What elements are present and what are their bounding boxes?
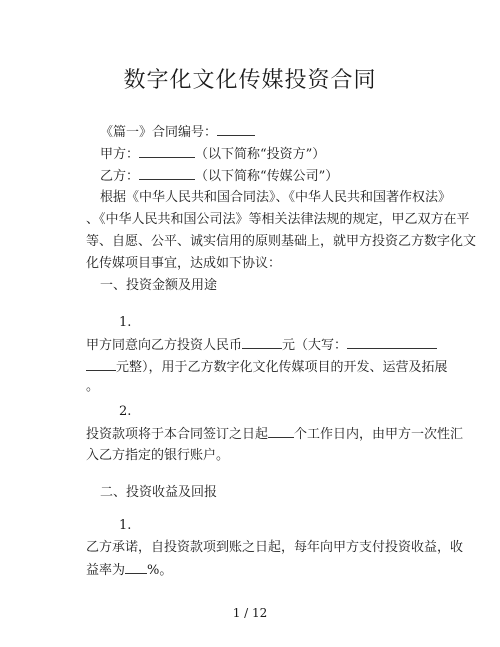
investment-amount-words-blank-cont [86,358,116,371]
investment-amount-words-blank [347,336,437,349]
section-1-heading: 一、投资金额及用途 [100,278,218,293]
section-1-item-1-line-3: 。 [86,379,100,394]
section-2-item-1-line-2 [86,561,172,580]
return-rate-text-a: 益率为 [86,563,126,578]
investment-text-c: 元整），用于乙方数字化文化传媒项目的开发、运营及拓展 [116,360,448,375]
contract-number-line [100,123,255,142]
party-a-blank [139,145,195,158]
section-1-item-1-line-2 [86,358,448,377]
section-1-item-2-line-2: 入乙方指定的银行账户。 [86,448,230,463]
document-title: 数字化文化传媒投资合同 [123,68,377,93]
return-rate-text-b: %。 [147,563,173,578]
section-1-item-1-line-1 [86,336,437,355]
party-b-line [100,167,338,186]
party-a-line [100,145,325,164]
preamble-line-4: 化传媒项目事宜，达成如下协议： [86,256,282,271]
investment-text-b: 元（大写： [282,338,348,353]
working-days-blank [268,425,294,438]
preamble-line-1: 根据《中华人民共和国合同法》、《中华人民共和国著作权法》 [100,190,452,205]
contract-number-label: 《篇一》合同编号： [100,125,218,140]
section-1-item-2-line-1 [86,425,463,444]
section-2-item-1-number: 1. [119,518,132,533]
party-a-note: （以下简称“投资方”） [195,147,326,162]
page-number: 1 / 12 [232,606,268,620]
investment-amount-blank [242,336,282,349]
section-2-item-1-line-1: 乙方承诺，自投资款项到账之日起，每年向甲方支付投资收益，收 [86,540,464,555]
investment-text-a: 甲方同意向乙方投资人民币 [86,338,243,353]
section-1-item-2-number: 2. [119,404,132,419]
payment-text-b: 个工作日内，由甲方一次性汇 [294,427,464,442]
party-b-label: 乙方： [100,169,140,184]
preamble-line-2: 、《中华人民共和国公司法》等相关法律法规的规定，甲乙双方在平 [86,212,470,227]
section-1-item-1-number: 1. [119,315,132,330]
party-b-note: （以下简称“传媒公司”） [195,169,339,184]
payment-text-a: 投资款项将于本合同签订之日起 [86,427,269,442]
contract-number-blank [217,123,255,136]
section-2-heading: 二、投资收益及回报 [100,485,218,500]
party-b-blank [139,167,195,180]
party-a-label: 甲方： [100,147,140,162]
return-rate-blank [125,561,147,574]
preamble-line-3: 等、自愿、公平、诚实信用的原则基础上，就甲方投资乙方数字化文 [86,234,477,249]
